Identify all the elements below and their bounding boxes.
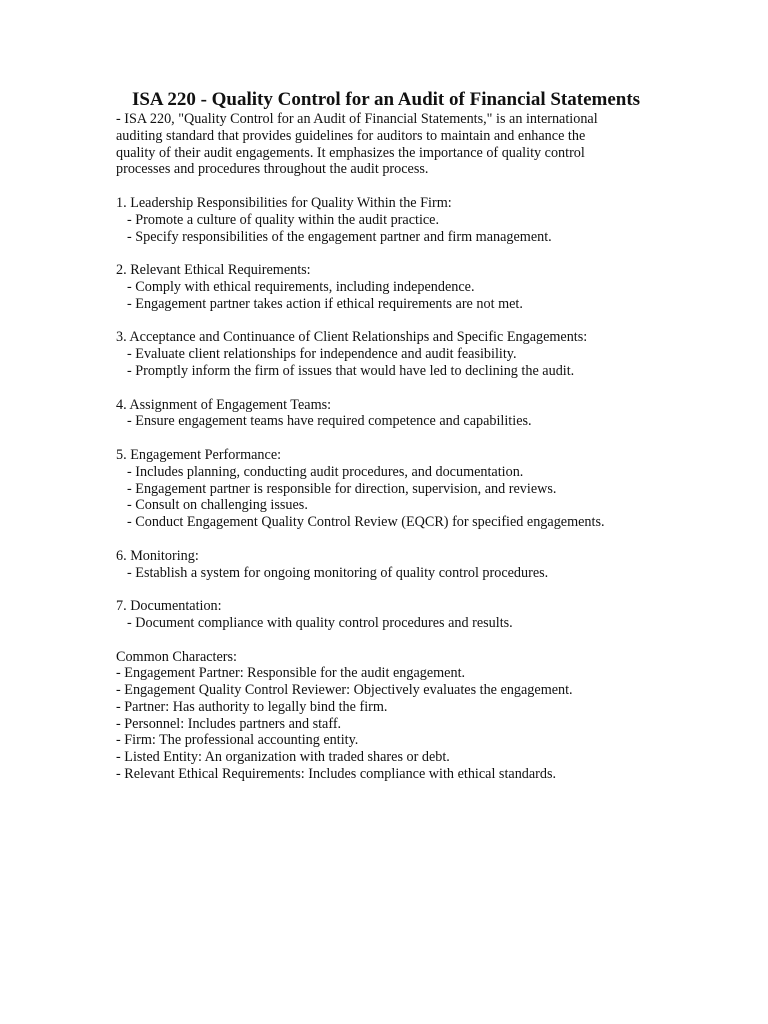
intro-line: processes and procedures throughout the audit process.: [116, 161, 429, 178]
character-item: - Engagement Partner: Responsible for the audit engagement.: [116, 665, 466, 682]
section-item: - Promote a culture of quality within the audit practice.: [127, 211, 440, 228]
section-heading: 3. Acceptance and Continuance of Client Relationships and Specific Engagements:: [116, 329, 588, 346]
section-heading: 5. Engagement Performance:: [116, 446, 282, 463]
section-item: - Document compliance with quality control procedures and results.: [127, 614, 513, 631]
character-item: - Partner: Has authority to legally bind the firm.: [116, 698, 388, 715]
section-heading: 1. Leadership Responsibilities for Quality Within the Firm:: [116, 194, 452, 211]
section-item: - Conduct Engagement Quality Control Review (EQCR) for specified engagements.: [127, 514, 605, 531]
section-item: - Promptly inform the firm of issues that would have led to declining the audit.: [127, 362, 575, 379]
section-ethical-requirements: [116, 262, 656, 312]
section-heading: 7. Documentation:: [116, 598, 222, 615]
intro-line: auditing standard that provides guidelines for auditors to maintain and enhance the: [116, 127, 586, 144]
section-item: - Establish a system for ongoing monitoring of quality control procedures.: [127, 564, 549, 581]
section-item: - Engagement partner is responsible for direction, supervision, and reviews.: [127, 480, 557, 497]
section-heading: 6. Monitoring:: [116, 547, 199, 564]
section-leadership: [116, 195, 656, 245]
section-item: - Engagement partner takes action if ethical requirements are not met.: [127, 295, 523, 312]
section-engagement-performance: [116, 447, 656, 531]
character-item: - Engagement Quality Control Reviewer: Objectively evaluates the engagement.: [116, 682, 573, 699]
section-item: - Consult on challenging issues.: [127, 497, 308, 514]
section-engagement-teams: [116, 397, 656, 431]
section-heading: 4. Assignment of Engagement Teams:: [116, 396, 332, 413]
characters-heading: Common Characters:: [116, 648, 237, 665]
section-item: - Specify responsibilities of the engagement partner and firm management.: [127, 228, 552, 245]
section-acceptance: [116, 329, 656, 379]
character-item: - Firm: The professional accounting entity.: [116, 732, 359, 749]
character-item: - Relevant Ethical Requirements: Includes compliance with ethical standards.: [116, 766, 557, 783]
section-item: - Comply with ethical requirements, including independence.: [127, 278, 475, 295]
section-item: - Evaluate client relationships for independence and audit feasibility.: [127, 346, 517, 363]
document-title: ISA 220 - Quality Control for an Audit of Financial Statements: [131, 89, 641, 110]
intro-line: - ISA 220, "Quality Control for an Audit of Financial Statements," is an international: [116, 111, 598, 127]
section-common-characters: [116, 649, 656, 783]
section-item: - Ensure engagement teams have required competence and capabilities.: [127, 413, 532, 430]
intro-line: quality of their audit engagements. It emphasizes the importance of quality control: [116, 144, 585, 161]
document-page: [116, 88, 656, 783]
section-item: - Includes planning, conducting audit procedures, and documentation.: [127, 463, 524, 480]
character-item: - Personnel: Includes partners and staff.: [116, 715, 342, 732]
character-item: - Listed Entity: An organization with traded shares or debt.: [116, 749, 450, 766]
section-documentation: [116, 598, 656, 632]
section-monitoring: [116, 548, 656, 582]
intro-paragraph: [116, 111, 656, 178]
section-heading: 2. Relevant Ethical Requirements:: [116, 262, 311, 279]
